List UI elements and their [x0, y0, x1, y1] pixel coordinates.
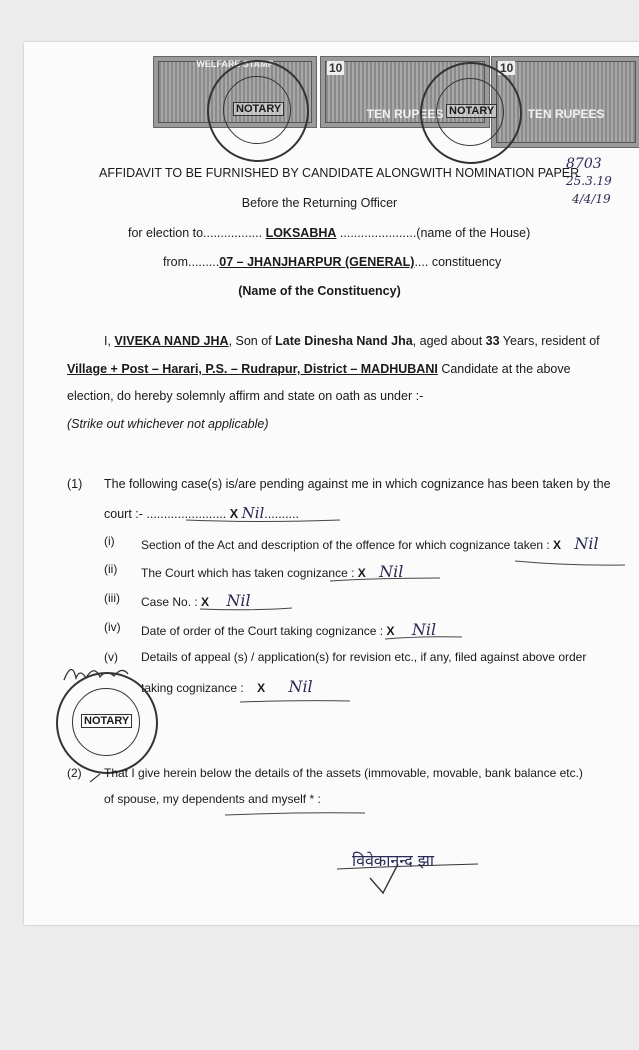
section-1-text: The following case(s) is/are pending against me in which cognizance has been taken by the: [104, 477, 611, 491]
handwritten-ref-3: 4/4/19: [572, 192, 611, 206]
constituency-caption: (Name of the Constituency): [238, 284, 401, 298]
item-1-text: Section of the Act and description of the offence for which cognizance taken : X Nil: [141, 534, 599, 553]
handwritten-ref-2: 25.3.19: [566, 174, 612, 188]
seal-title: NOTARY: [446, 104, 497, 118]
section-2-cont: of spouse, my dependents and myself * :: [104, 792, 321, 806]
constituency-line: [163, 255, 501, 269]
seal-title: NOTARY: [233, 102, 284, 116]
from-suffix: .... constituency: [414, 255, 502, 269]
notary-signature: [62, 660, 132, 693]
stamp-value: 10: [500, 61, 514, 75]
constituency-name: 07 – JHANJHARPUR (GENERAL): [219, 255, 415, 269]
item-3-text: Case No. : X Nil: [141, 591, 251, 610]
item-4-nil: Nil: [411, 620, 437, 639]
item-2-text: The Court which has taken cognizance : X Nil: [141, 562, 404, 581]
handwritten-ref-1: 8703: [566, 156, 602, 172]
stamp-denomination: TEN RUPEES: [527, 107, 605, 121]
candidate-name: VIVEKA NAND JHA: [114, 334, 229, 348]
item-2: (ii): [104, 562, 118, 576]
candidate-signature: विवेकानन्द झा: [352, 851, 435, 870]
seal-title: NOTARY: [81, 714, 132, 728]
document-title: AFFIDAVIT TO BE FURNISHED BY CANDIDATE ALONGWITH NOMINATION PAPER: [99, 166, 580, 180]
from-prefix: from.........: [163, 255, 220, 269]
intro-line-1: I, VIVEKA NAND JHA, Son of Late Dinesha Nand Jha, aged about 33 Years, resident of: [104, 334, 600, 348]
candidate-address: Village + Post – Harari, P.S. – Rudrapur, District – MADHUBANI: [67, 362, 438, 376]
item-4: (iv): [104, 620, 121, 634]
item-3-nil: Nil: [226, 591, 251, 610]
item-5-text: Details of appeal (s) / application(s) for revision etc., if any, filed against above order: [141, 650, 587, 664]
election-prefix: for election to.................: [128, 226, 263, 240]
item-1: [104, 534, 115, 548]
father-name: Late Dinesha Nand Jha: [275, 334, 413, 348]
section-2-text: That I give herein below the details of the assets (immovable, movable, bank balance etc.): [104, 766, 583, 780]
section-2-number: (2): [67, 766, 82, 780]
stamp-denomination: TEN RUPEES: [366, 107, 444, 121]
intro-line-3: election, do hereby solemnly affirm and state on oath as under :-: [67, 389, 424, 403]
notary-seal-1: [207, 60, 309, 162]
house-name: LOKSABHA: [265, 226, 337, 240]
item-4-text: Date of order of the Court taking cognizance : X Nil: [141, 620, 437, 639]
notary-seal-2: [420, 62, 522, 164]
election-line: [128, 226, 530, 240]
election-suffix: ......................(name of the House): [339, 226, 531, 240]
section-1-number: (1): [67, 477, 83, 491]
item-5-cont: taking cognizance : X Nil: [141, 677, 313, 696]
item-number: (i): [104, 534, 115, 548]
court-nil: Nil: [241, 504, 265, 522]
intro-line-2: Village + Post – Harari, P.S. – Rudrapur, District – MADHUBANI Candidate at the above: [67, 362, 571, 376]
court-line: court :- ....................... X Nil..........: [104, 504, 300, 522]
item-3: (iii): [104, 591, 120, 605]
court-x: X: [229, 507, 239, 521]
candidate-age: 33: [485, 334, 500, 348]
stamp-value: 10: [329, 61, 343, 75]
item-5: (v): [104, 650, 118, 664]
welfare-stamp-text: WELFARE STAMP: [196, 59, 274, 69]
item-1-nil: Nil: [574, 534, 599, 553]
item-5-nil: Nil: [288, 677, 313, 696]
strike-note: (Strike out whichever not applicable): [67, 417, 269, 431]
document-subtitle: Before the Returning Officer: [241, 196, 398, 210]
item-2-nil: Nil: [379, 562, 404, 581]
